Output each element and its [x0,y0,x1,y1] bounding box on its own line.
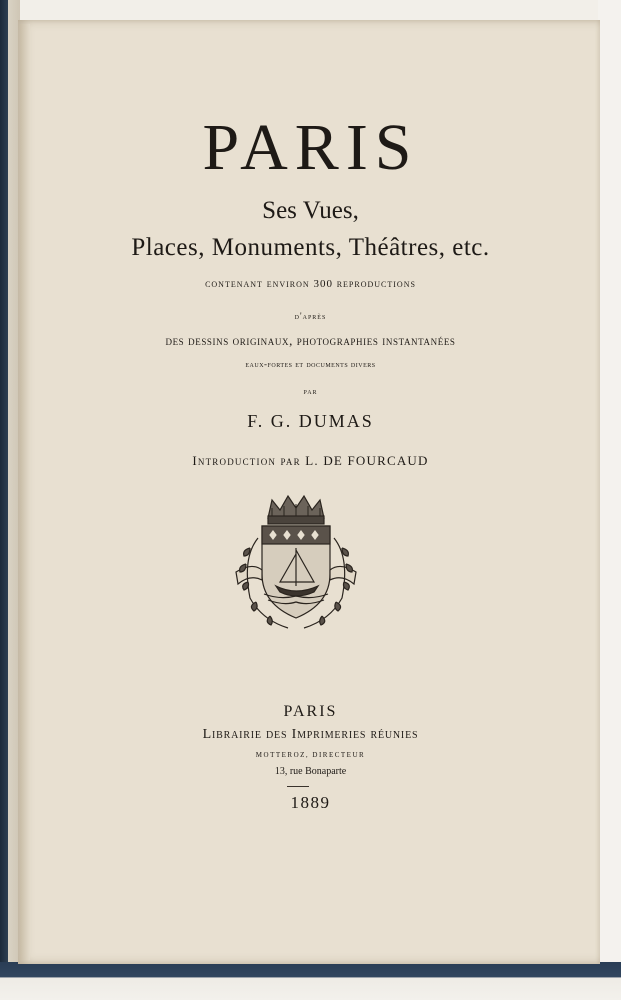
subtitle-line-2: Places, Monuments, Théâtres, etc. [131,234,490,261]
author-name: F. G. DUMAS [247,411,374,431]
sources-line-2: eaux-fortes et documents divers [245,359,376,369]
imprint-city: PARIS [283,703,338,720]
subtitle-line-1: Ses Vues, [262,197,359,224]
contents-line: contenant environ 300 reproductions [205,278,416,290]
imprint-address: 13, rue Bonaparte [274,766,347,777]
book-cover-bottom [0,962,621,1000]
imprint-publisher: Librairie des Imprimeries réunies [202,727,419,742]
book-title: PARIS [202,111,419,184]
introduction-credit: Introduction par L. DE FOURCAUD [192,453,429,468]
sources-line: des dessins originaux, photographies instantanées [165,333,456,348]
by-line: par [303,387,318,396]
imprint-year: 1889 [290,793,331,812]
divider-rule [287,786,309,787]
after-line: d'après [294,311,327,321]
paris-coat-of-arms-icon [228,488,364,634]
imprint-director: MOTTEROZ, DIRECTEUR [255,751,366,759]
